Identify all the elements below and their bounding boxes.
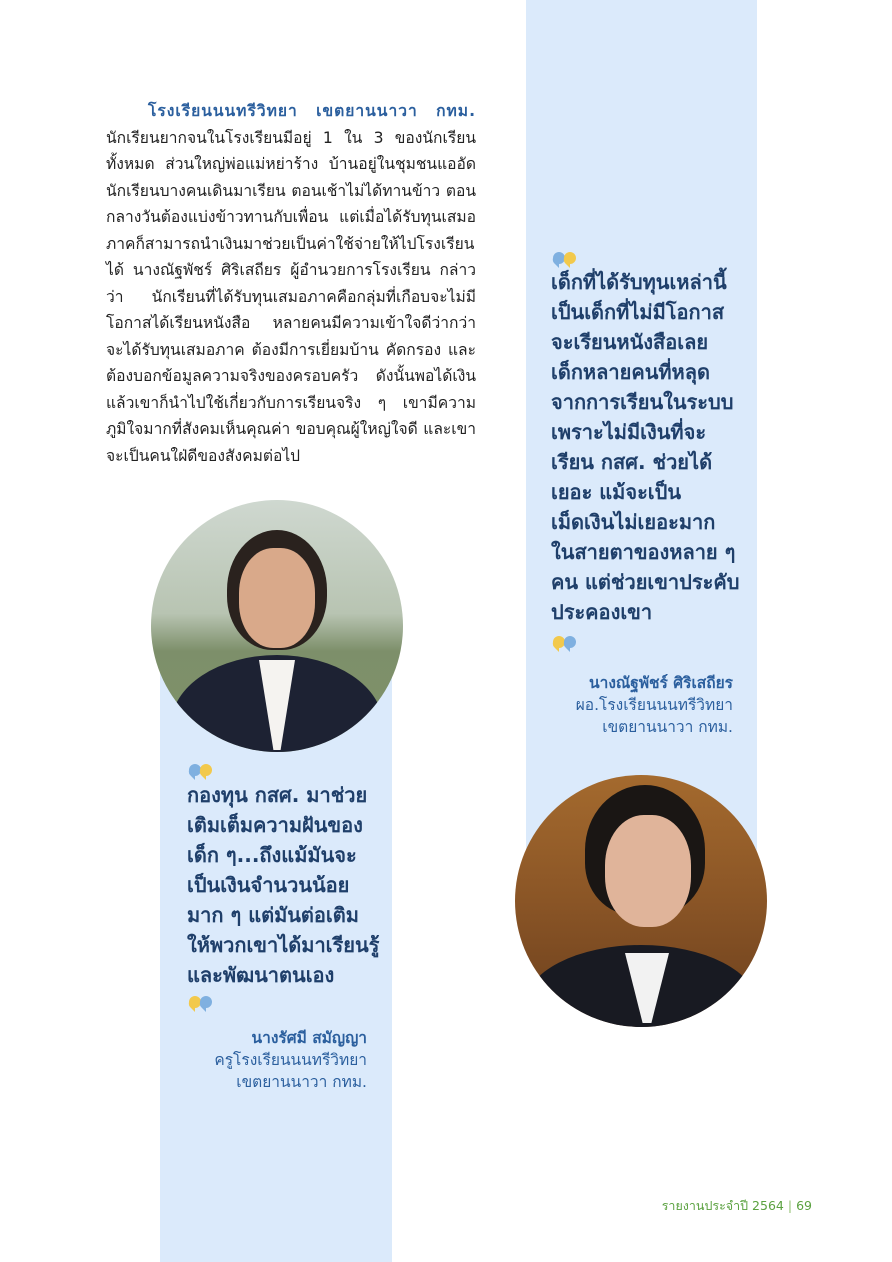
teacher-name: นางรัศมี สมัญญา xyxy=(251,1029,367,1047)
quote-line: เป็นเงินจำนวนน้อย xyxy=(187,873,350,897)
footer-separator: | xyxy=(787,1198,793,1213)
quote-line: ให้พวกเขาได้มาเรียนรู้ xyxy=(187,933,380,957)
open-quote-icon xyxy=(187,762,215,780)
quote-line: เด็กหลายคนที่หลุด xyxy=(551,360,710,384)
quote-line: คน แต่ช่วยเขาประคับ xyxy=(551,570,740,594)
quote-line: มาก ๆ แต่มันต่อเติม xyxy=(187,903,359,927)
director-name: นางณัฐพัชร์ ศิริเสถียร xyxy=(589,674,733,692)
article-text xyxy=(106,98,476,469)
article-body: นักเรียนยากจนในโรงเรียนมีอยู่ 1 ใน 3 ของนักเรียนทั้งหมด ส่วนใหญ่พ่อแม่หย่าร้าง บ้านอยู่ในชุมชนแออัด นักเรียนบางคนเดินมาเรียน ตอนเช้าไม่ได้ทานข้าว ตอนกลางวันต้องแบ่งข้าวทานกับเพื่อน แต่เมื่อได้รับทุนเสมอภาคก็สามารถนำเงินมาช่วยเป็นค่าใช้จ่ายให้ไปโรงเรียนได้ นางณัฐพัชร์ ศิริเสถียร ผู้อำนวยการโรงเรียน กล่าวว่า นักเรียนที่ได้รับทุนเสมอภาคคือกลุ่มที่เกือบจะไม่มีโอกาสได้เรียนหนังสือ หลายคนมีความเข้าใจดีว่ากว่าจะได้รับทุนเสมอภาค ต้องมีการเยี่ยมบ้าน คัดกรอง และต้องบอกข้อมูลความจริงของครอบครัว ดังนั้นพอได้เงินแล้วเขาก็นำไปใช้เกี่ยวกับการเรียนจริง ๆ เขามีความภูมิใจมากที่สังคมเห็นคุณค่า ขอบคุณผู้ใหญ่ใจดี และเขาจะเป็นคนใฝ่ดีของสังคมต่อไป xyxy=(106,128,476,465)
quote-line: เด็กที่ได้รับทุนเหล่านี้ xyxy=(551,270,727,294)
quote-line: กองทุน กสศ. มาช่วย xyxy=(187,783,368,807)
quote-line: เยอะ แม้จะเป็น xyxy=(551,480,682,504)
close-quote-icon xyxy=(551,634,579,652)
quote-line: เด็ก ๆ...ถึงแม้มันจะ xyxy=(187,843,357,867)
quote-line: และพัฒนาตนเอง xyxy=(187,963,335,987)
director-quote xyxy=(551,267,741,627)
quote-line: เป็นเด็กที่ไม่มีโอกาส xyxy=(551,300,725,324)
teacher-district: เขตยานนาวา กทม. xyxy=(236,1073,367,1091)
quote-line: ประคองเขา xyxy=(551,600,653,624)
article-heading: โรงเรียนนนทรีวิทยา เขตยานนาวา กทม. xyxy=(148,102,476,120)
teacher-role: ครูโรงเรียนนนทรีวิทยา xyxy=(214,1051,367,1069)
quote-line: เพราะไม่มีเงินที่จะ xyxy=(551,420,707,444)
quote-line: จะเรียนหนังสือเลย xyxy=(551,330,709,354)
director-district: เขตยานนาวา กทม. xyxy=(602,718,733,736)
director-role: ผอ.โรงเรียนนนทรีวิทยา xyxy=(575,696,733,714)
director-attribution xyxy=(551,672,733,738)
open-quote-icon xyxy=(551,250,579,268)
portrait-teacher-photo xyxy=(151,500,403,752)
teacher-attribution xyxy=(187,1027,367,1093)
close-quote-icon xyxy=(187,994,215,1012)
footer-report-title: รายงานประจำปี 2564 xyxy=(661,1198,784,1213)
quote-line: เม็ดเงินไม่เยอะมาก xyxy=(551,510,716,534)
quote-line: ในสายตาของหลาย ๆ xyxy=(551,540,736,564)
page-number: 69 xyxy=(796,1198,812,1213)
portrait-director-photo xyxy=(515,775,767,1027)
quote-line: จากการเรียนในระบบ xyxy=(551,390,734,414)
page-footer xyxy=(640,1196,812,1216)
teacher-quote xyxy=(187,780,380,990)
quote-line: เรียน กสศ. ช่วยได้ xyxy=(551,450,713,474)
quote-line: เติมเต็มความฝันของ xyxy=(187,813,363,837)
